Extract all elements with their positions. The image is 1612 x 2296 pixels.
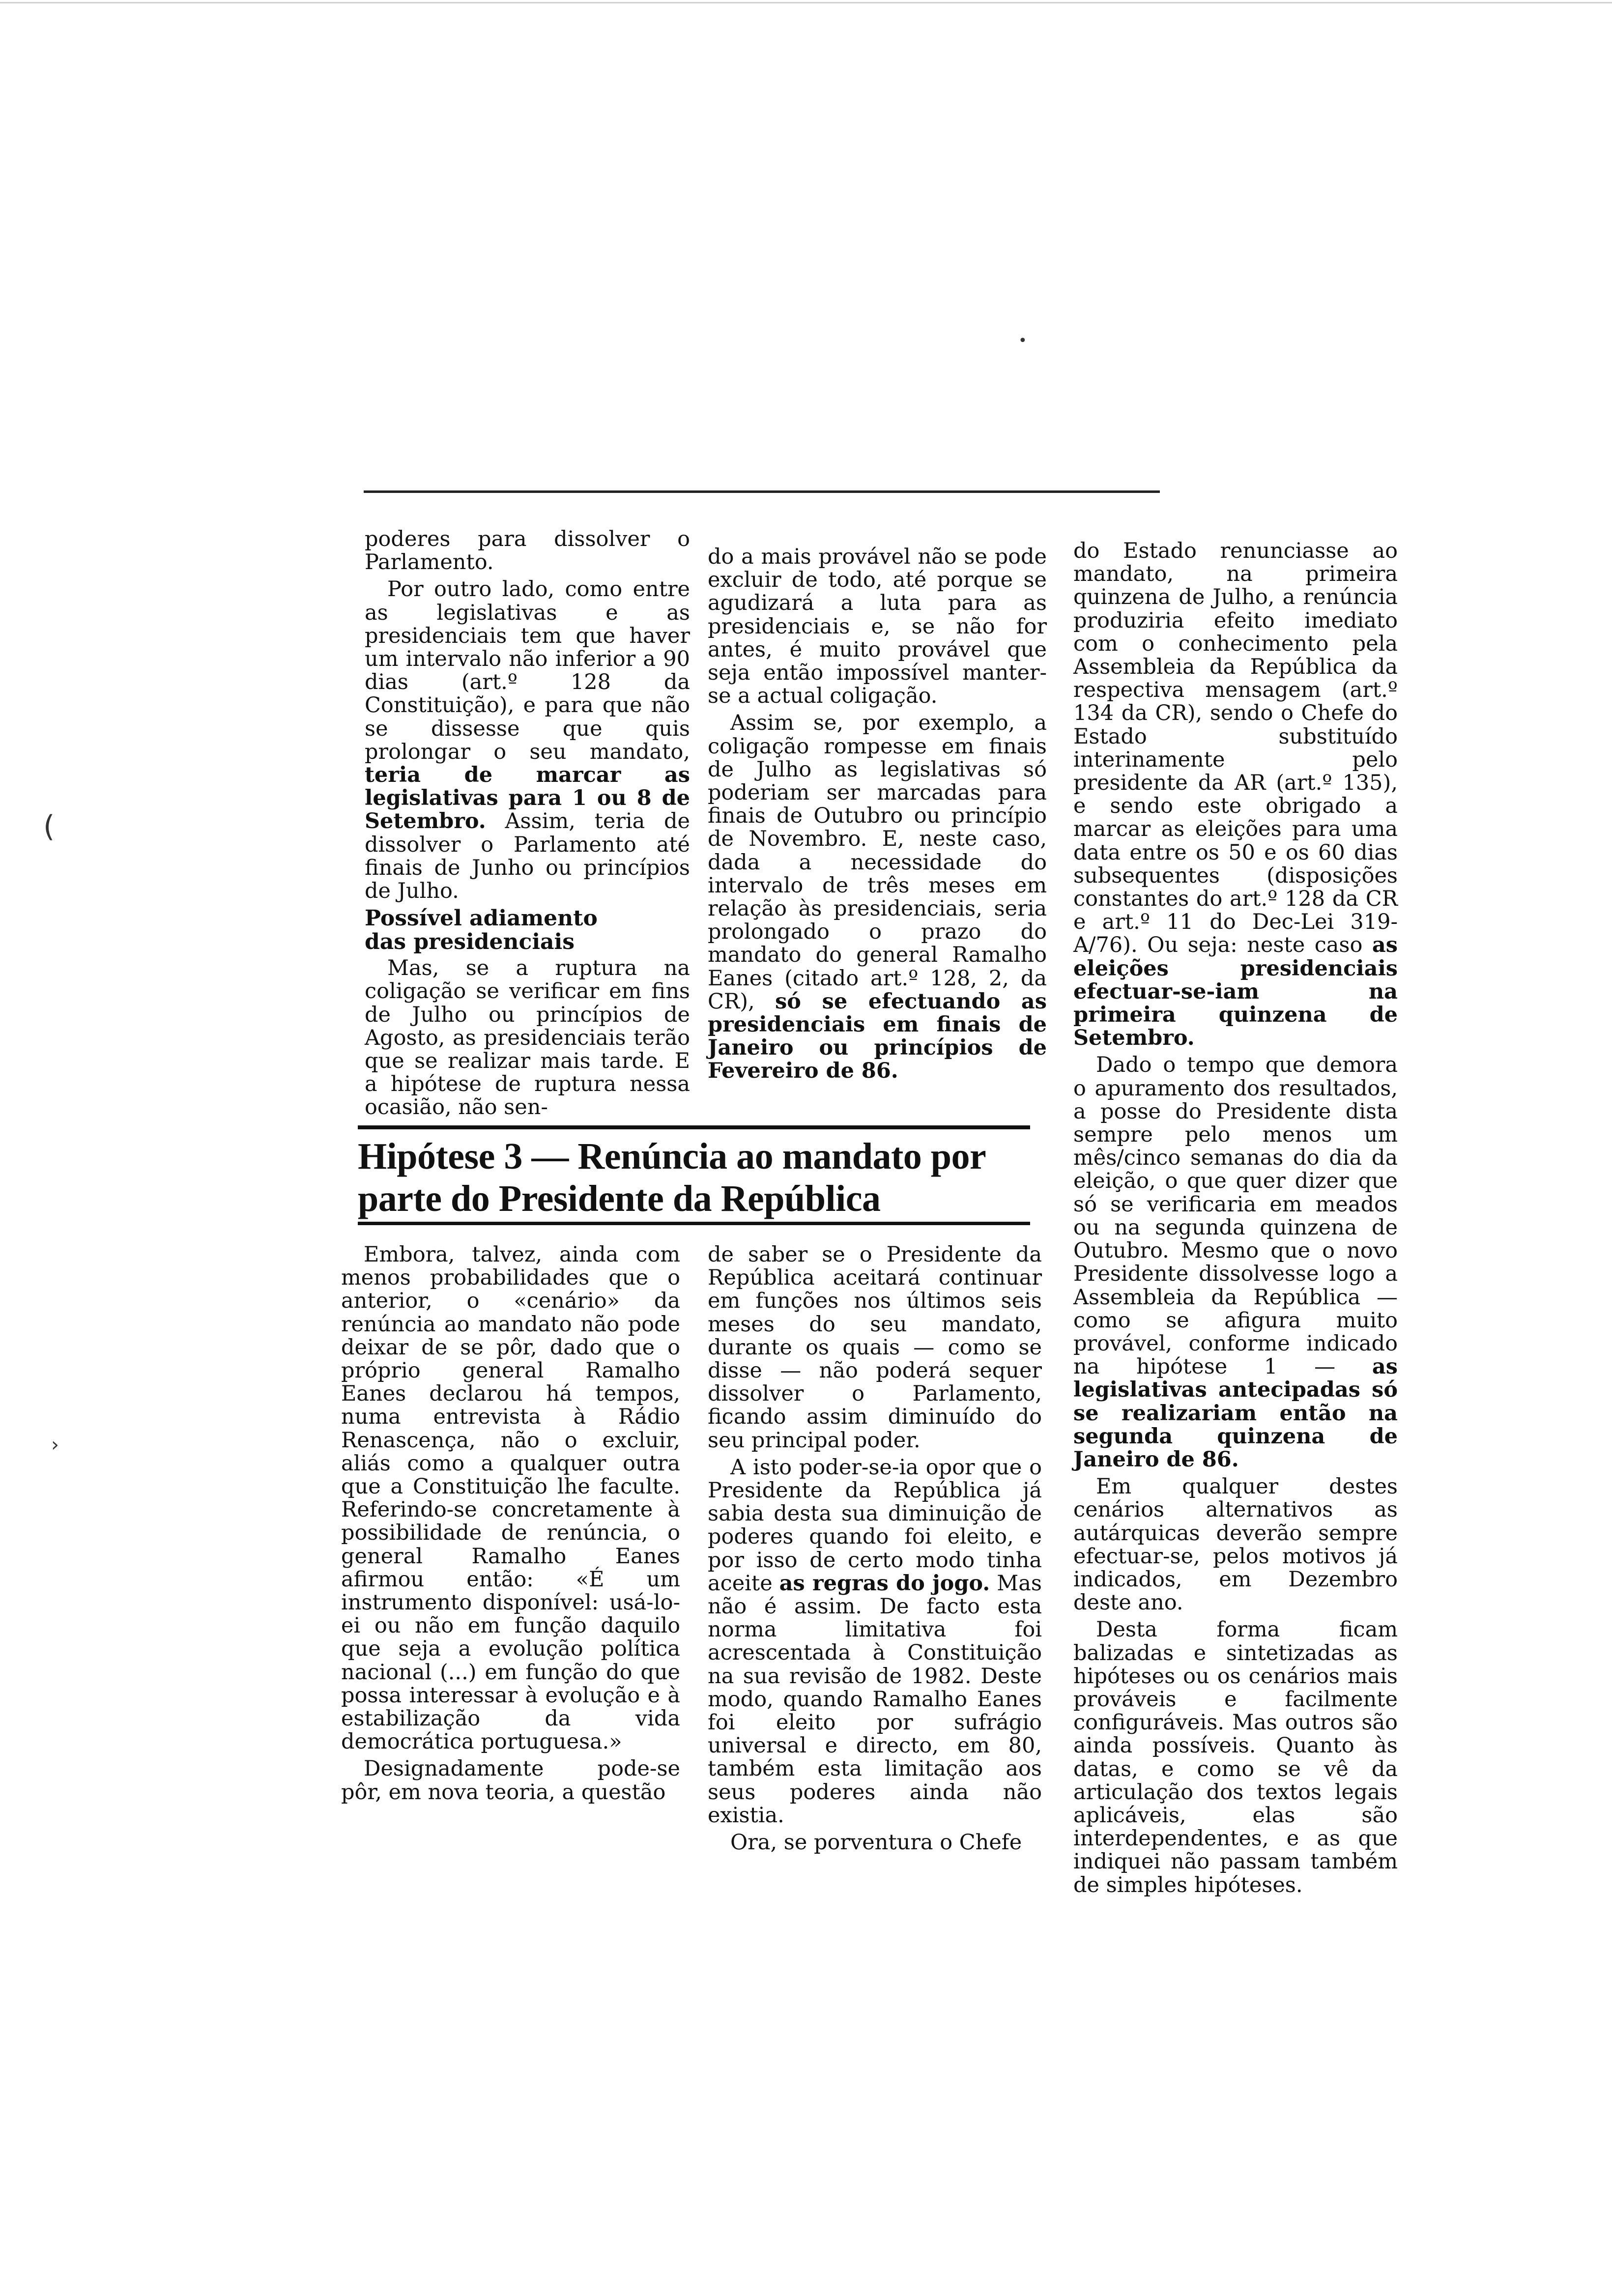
headline-line-1: Hipótese 3 — Renúncia ao mandato por — [358, 1136, 986, 1177]
headline-bottom-rule — [358, 1222, 1030, 1225]
upper-middle-p1-text: Assim se, por exemplo, a coligação rompesse em finais de Julho as legislativas só poderiam ser marcadas para finais de Outubro ou princípio de Novembro. E, neste caso, dada a necessidade do intervalo de três meses em relação às presidenciais, seria prolongado o prazo do mandato do general Ramalho Eanes (citado art.º 128, 2, da CR), — [708, 711, 1047, 1014]
upper-middle-p1-bold: só se efectuando as presidenciais em finais de Janeiro ou princípios de Fevereiro de 86. — [708, 989, 1047, 1084]
subhead-line-2: das presidenciais — [365, 929, 575, 955]
right-lead-text: do Estado renunciasse ao mandato, na primeira quinzena de Julho, a renúncia produziria efeito imediato com o conhecimento pela Assembleia da República da respectiva mensagem (art.º 134 da CR), sendo o Chefe do Estado substituído interinamente pelo presidente da AR (art.º 135), e sendo este obrigado a marcar as eleições para uma data entre os 50 e os 60 dias subsequentes (disposições constantes do art.º 128 da CR e art.º 11 do Dec-Lei 319-A/76). Ou seja: neste caso — [1073, 539, 1398, 958]
upper-left-column — [365, 528, 690, 1123]
scan-edge-line — [0, 2, 1612, 3]
article-top-rule — [364, 490, 1160, 493]
lower-middle-paragraph-2 — [708, 1456, 1042, 1827]
right-paragraph-3: Desta forma ficam balizadas e sintetizadas as hipóteses ou os cenários mais prováveis e facilmente configuráveis. Mas outros são ainda possíveis. Quanto às datas, e como se vê da articulação dos textos legais aplicáveis, elas são interdependentes, e as que indiquei não passam também de simples hipóteses. — [1073, 1617, 1398, 1897]
right-p1-text: Dado o tempo que demora o apuramento dos resultados, a posse do Presidente dista sempre pelo menos um mês/cinco semanas do dia da eleição, o que quer dizer que só se verificaria em meados ou na segunda quinzena de Outubro. Mesmo que o novo Presidente dissolvesse logo a Assembleia da República — como se afigura muito provável, conforme indicado na hipótese 1 — — [1073, 1053, 1398, 1379]
lower-left-paragraph-2: Designadamente pode-se pôr, em nova teoria, a questão — [341, 1756, 680, 1805]
upper-middle-column — [708, 545, 1047, 1087]
headline-top-rule — [358, 1125, 1030, 1129]
lower-middle-p2-text-b: Mas não é assim. De facto esta norma limitativa foi acrescentada à Constituição na sua revisão de 1982. Deste modo, quando Ramalho Eanes foi eleito por sufrágio universal e directo, em 80, também esta limitação aos seus poderes ainda não existia. — [708, 1571, 1042, 1828]
subhead-adiamento — [365, 907, 690, 954]
upper-middle-lead: do a mais provável não se pode excluir de todo, até porque se agudizará a luta para as presidenciais e, se não for antes, é muito provável que seja então impossível manter-se a actual coligação. — [708, 545, 1047, 709]
upper-middle-paragraph-1 — [708, 712, 1047, 1083]
upper-left-paragraph-2: Mas, se a ruptura na coligação se verificar em fins de Julho ou princípios de Agosto, as presidenciais terão que se realizar mais tarde. E a hipótese de ruptura nessa ocasião, não sen- — [365, 956, 690, 1120]
headline-block — [358, 1125, 1030, 1225]
subhead-line-1: Possível adiamento — [365, 906, 598, 931]
lower-middle-p2-bold: as regras do jogo. — [779, 1571, 990, 1596]
upper-left-p1-text-a: Por outro lado, como entre as legislativas e as presidenciais tem que haver um intervalo não inferior a 90 dias (art.º 128 da Constituição), e para que não se dissesse que quis prolongar o seu mandato, — [365, 577, 690, 764]
right-lead — [1073, 540, 1398, 1050]
right-paragraph-1 — [1073, 1054, 1398, 1471]
upper-left-p1-text-b: Assim, teria de dissolver o Parlamento até finais de Junho ou princípios de Julho. — [365, 809, 690, 904]
lower-middle-p2-text-a: A isto poder-se-ia opor que o Presidente da República já sabia desta sua diminuição de poderes quando foi eleito, e por isso de certo modo tinha aceite — [708, 1455, 1042, 1596]
scan-mark-dot: • — [1018, 332, 1027, 349]
lower-middle-column — [708, 1243, 1042, 1858]
lower-middle-paragraph-1: de saber se o Presidente da República aceitará continuar em funções nos últimos seis meses do seu mandato, durante os quais — como se disse — não poderá sequer dissolver o Parlamento, ficando assim diminuído do seu principal poder. — [708, 1242, 1042, 1453]
upper-left-p1-bold: teria de marcar as legislativas para 1 ou 8 de Setembro. — [365, 763, 690, 834]
lower-left-paragraph-1: Embora, talvez, ainda com menos probabilidades que o anterior, o «cenário» da renúncia ao mandato não pode deixar de se pôr, dado que o próprio general Ramalho Eanes declarou há tempos, numa entrevista à Rádio Renascença, não o excluir, aliás como a qualquer outra que a Constituição lhe faculte. Referindo-se concretamente à possibilidade de renúncia, o general Ramalho Eanes afirmou então: «É um instrumento disponível: usá-lo-ei ou não em função daquilo que seja a evolução política nacional (...) em função do que possa interessar à evolução e à estabilização da vida democrática portuguesa.» — [341, 1242, 680, 1754]
right-column — [1073, 540, 1398, 1901]
scan-mark-bracket: ( — [43, 809, 55, 844]
right-lead-bold: as eleições presidenciais efectuar-se-iam na primeira quinzena de Setembro. — [1073, 933, 1398, 1051]
upper-left-lead: poderes para dissolver o Parlamento. — [365, 527, 690, 575]
headline — [358, 1135, 1030, 1220]
lower-left-column — [341, 1243, 680, 1808]
scan-mark-small: › — [51, 1434, 59, 1456]
lower-middle-paragraph-3: Ora, se porventura o Chefe — [730, 1830, 1022, 1855]
upper-left-paragraph-1 — [365, 578, 690, 903]
headline-line-2: parte do Presidente da República — [358, 1178, 881, 1219]
right-p1-bold: as legislativas antecipadas só se realizariam então na segunda quinzena de Janeiro de 86. — [1073, 1354, 1398, 1472]
right-paragraph-2: Em qualquer destes cenários alternativos as autárquicas deverão sempre efectuar-se, pelos motivos já indicados, em Dezembro deste ano. — [1073, 1474, 1398, 1615]
